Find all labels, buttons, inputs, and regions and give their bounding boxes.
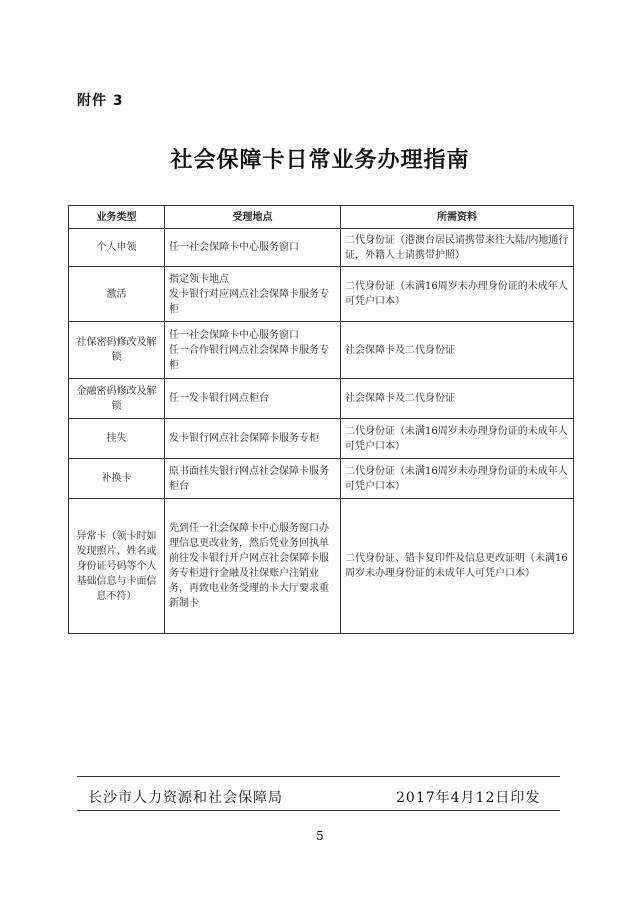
header-business-type: 业务类型 — [69, 206, 165, 229]
location-line: 发卡银行网点社会保障卡服务专柜 — [169, 433, 319, 444]
footer-bottom-rule — [77, 810, 560, 811]
location-line: 任一社会保障卡中心服务窗口 — [169, 242, 299, 253]
business-type-cell: 挂失 — [69, 419, 165, 459]
location-line: 原书面挂失银行网点社会保障卡服务柜台 — [169, 465, 329, 492]
location-cell — [165, 459, 341, 499]
footer-issuer: 长沙市人力资源和社会保障局 — [88, 790, 283, 806]
location-line: 指定领卡地点 — [169, 273, 229, 285]
business-type-cell: 个人申领 — [69, 229, 165, 267]
page-number: 5 — [316, 829, 324, 843]
location-line: 任一合作银行网点社会保障卡服务专柜 — [169, 344, 329, 371]
table-header-row — [69, 206, 574, 229]
location-line: 发卡银行对应网点社会保障卡服务专柜 — [169, 288, 329, 315]
table-row — [69, 229, 574, 267]
documents-cell: 二代身份证（未满16周岁未办理身份证的未成年人可凭户口本） — [341, 419, 574, 459]
location-cell — [165, 322, 341, 379]
table-row — [69, 267, 574, 322]
location-cell — [165, 267, 341, 322]
documents-cell: 社会保障卡及二代身份证 — [341, 322, 574, 379]
business-type-cell: 激活 — [69, 267, 165, 322]
location-line: 任一社会保障卡中心服务窗口 — [169, 329, 299, 341]
footer-issue-date: 2017年4月12日印发 — [396, 790, 541, 806]
location-cell — [165, 229, 341, 267]
location-cell — [165, 499, 341, 634]
location-line: 任一发卡银行网点柜台 — [169, 393, 269, 404]
attachment-label: 附件 3 — [77, 93, 124, 109]
documents-cell: 二代身份证（未满16周岁未办理身份证的未成年人可凭户口本） — [341, 459, 574, 499]
business-type-cell: 补换卡 — [69, 459, 165, 499]
documents-cell: 二代身份证（未满16周岁未办理身份证的未成年人可凭户口本） — [341, 267, 574, 322]
table-row — [69, 499, 574, 634]
business-guide-table — [68, 205, 574, 634]
location-cell — [165, 379, 341, 419]
document-title: 社会保障卡日常业务办理指南 — [170, 148, 470, 173]
location-line: 先到任一社会保障卡中心服务窗口办理信息更改业务，然后凭业务回执单前往发卡银行开户网点社会保障卡服务专柜进行金融及社保账户注销业务，再致电业务受理的卡大厅要求重新制卡 — [169, 523, 329, 609]
business-type-cell: 金融密码修改及解锁 — [69, 379, 165, 419]
footer-top-rule — [77, 776, 560, 777]
location-cell — [165, 419, 341, 459]
business-type-cell: 社保密码修改及解锁 — [69, 322, 165, 379]
documents-cell: 社会保障卡及二代身份证 — [341, 379, 574, 419]
business-type-cell: 异常卡（领卡时如发现照片、姓名或身份证号码等个人基础信息与卡面信息不符） — [69, 499, 165, 634]
documents-cell: 二代身份证、错卡复印件及信息更改证明（未满16周岁未办理身份证的未成年人可凭户口本） — [341, 499, 574, 634]
table-row — [69, 379, 574, 419]
table-row — [69, 419, 574, 459]
documents-cell: 二代身份证（港澳台居民请携带来往大陆/内地通行证，外籍人士请携带护照） — [341, 229, 574, 267]
header-required-documents: 所需资料 — [341, 206, 574, 229]
table-row — [69, 322, 574, 379]
header-service-location: 受理地点 — [165, 206, 341, 229]
table-row — [69, 459, 574, 499]
